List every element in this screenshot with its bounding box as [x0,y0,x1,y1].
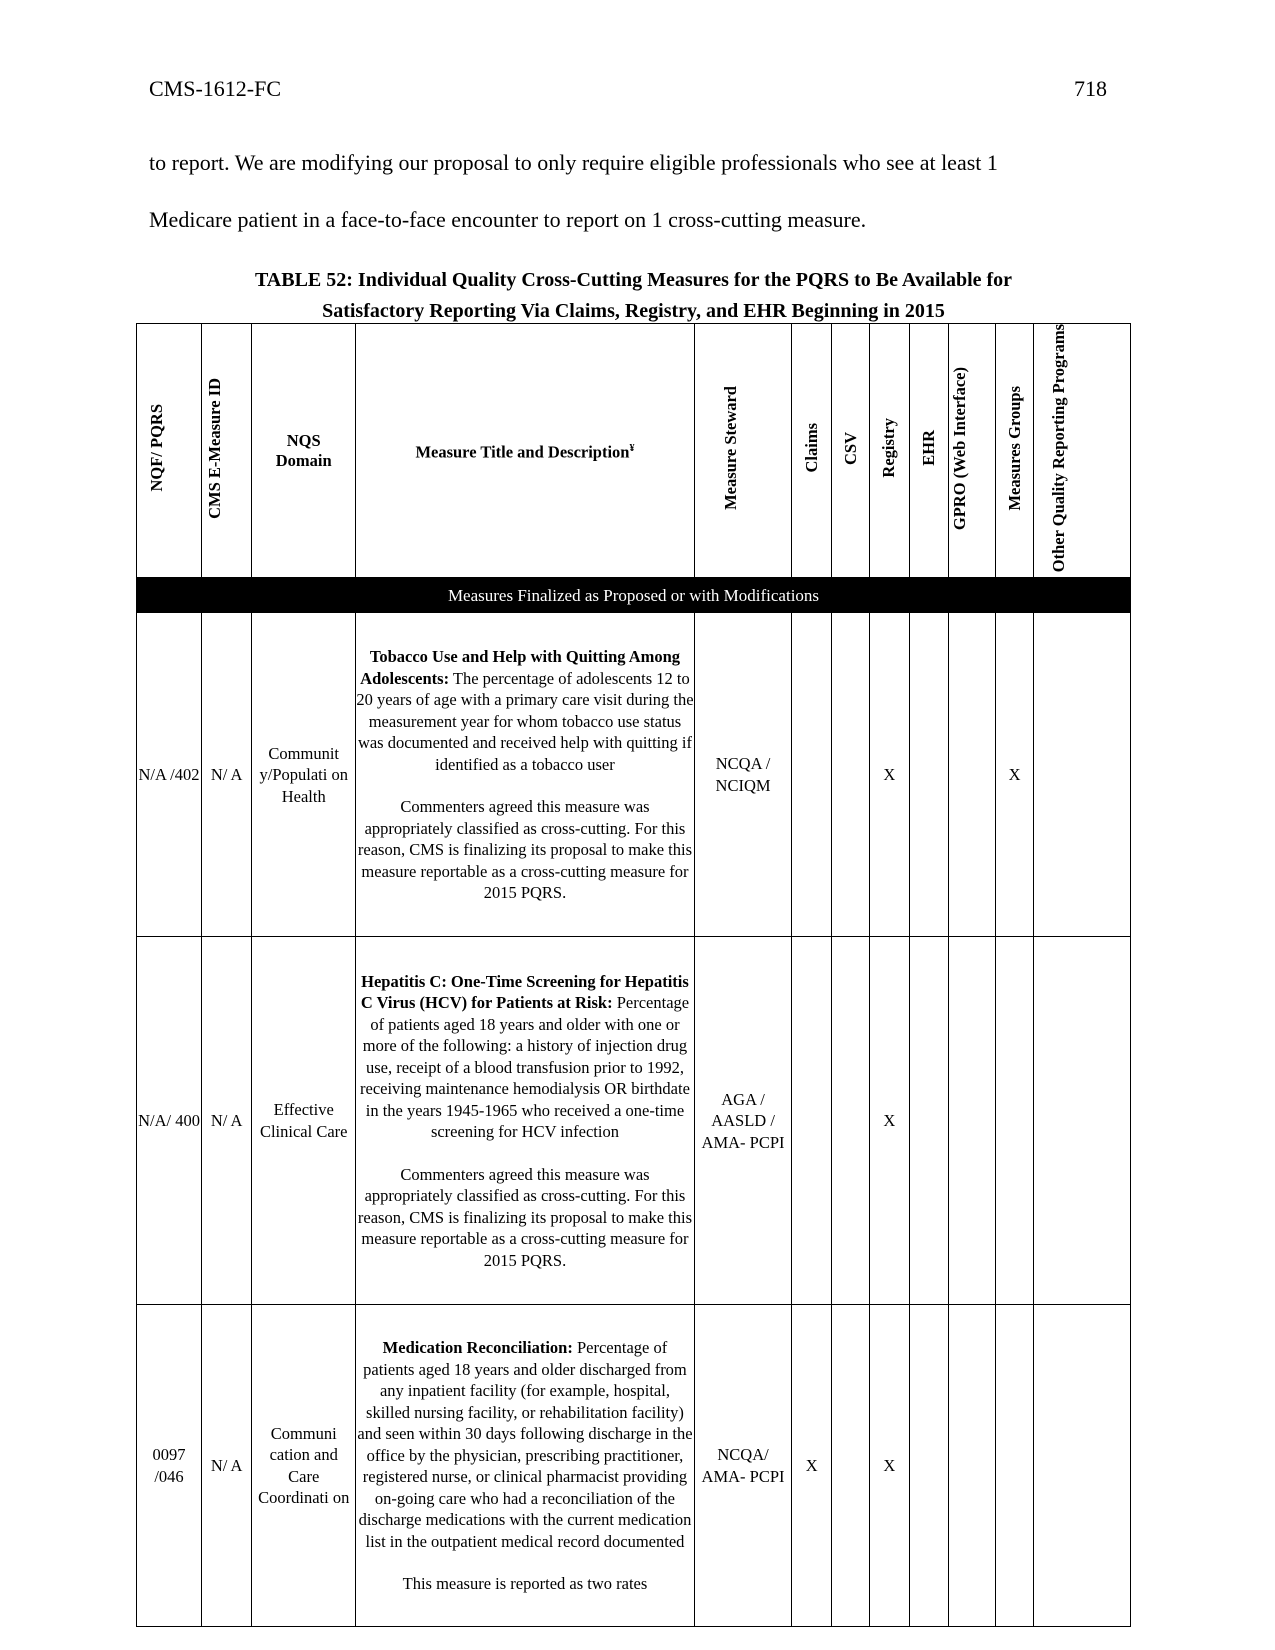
measures-table [136,323,1131,1627]
cell-csv [832,613,870,937]
cell-domain: Communit y/Populati on Health [252,613,356,937]
cell-registry: X [869,1305,909,1627]
measure-title: Medication Reconciliation: [382,1338,573,1357]
header-ehr: EHR [909,324,948,578]
cell-csv [832,937,870,1305]
measure-description: Percentage of patients aged 18 years and older with one or more of the following: a history of injection drug use, receipt of a blood transfusion prior to 1992, receiving maintenance hemodialysis OR birthdate in the years 1945-1965 who received a one-time screening for HCV infection [360,993,690,1141]
header-measures-groups: Measures Groups [995,324,1034,578]
cell-nqf: N/A/ 400 [137,937,202,1305]
cell-cms: N/ A [202,1305,252,1627]
header-registry: Registry [869,324,909,578]
cell-domain: Communi cation and Care Coordinati on [252,1305,356,1627]
cell-ehr [909,1305,948,1627]
table-row [137,937,1131,1305]
cell-registry: X [869,613,909,937]
table-row [137,1305,1131,1627]
header-nqs-domain: NQS Domain [252,324,356,578]
header-other-programs: Other Quality Reporting Programs [1034,324,1131,578]
measure-description: The percentage of adolescents 12 to 20 years of age with a primary care visit during the measurement year for whom tobacco use status was documented and received help with quitting if identified as a tobacco user [356,668,694,774]
cell-claims [792,937,832,1305]
cell-other [1034,613,1131,937]
page-number: 718 [1074,76,1107,101]
cell-cms: N/ A [202,937,252,1305]
cell-claims: X [792,1305,832,1627]
table-title-line-2: Satisfactory Reporting Via Claims, Registry, and EHR Beginning in 2015 [322,300,945,322]
cell-measures-groups [995,937,1034,1305]
header-measure-steward: Measure Steward [694,324,792,578]
cell-nqf: N/A /402 [137,613,202,937]
cell-ehr [909,937,948,1305]
measure-comment: This measure is reported as two rates [402,1574,648,1593]
cell-registry: X [869,937,909,1305]
cell-gpro [948,937,995,1305]
table-header-row [137,324,1131,578]
cell-nqf: 0097 /046 [137,1305,202,1627]
cell-claims [792,613,832,937]
cell-measures-groups [995,1305,1034,1627]
cell-other [1034,1305,1131,1627]
section-header-row [137,578,1131,613]
header-csv: CSV [832,324,870,578]
cell-description [356,1305,695,1627]
document-id: CMS-1612-FC [149,76,282,101]
cell-gpro [948,1305,995,1627]
cell-steward: AGA / AASLD / AMA- PCPI [694,937,792,1305]
intro-line-2: Medicare patient in a face-to-face encounter to report on 1 cross-cutting measure. [149,207,867,232]
cell-csv [832,1305,870,1627]
header-footnote-mark: ¥ [629,442,635,454]
cell-domain: Effective Clinical Care [252,937,356,1305]
intro-line-1: to report. We are modifying our proposal to only require eligible professionals who see at least 1 [149,150,998,175]
section-label: Measures Finalized as Proposed or with Modifications [137,578,1131,613]
header-measure-title: Measure Title and Description¥ [356,324,695,578]
cell-ehr [909,613,948,937]
header-gpro: GPRO (Web Interface) [948,324,995,578]
table-title-line-1: TABLE 52: Individual Quality Cross-Cutting Measures for the PQRS to Be Available for [254,269,1013,291]
measure-comment: Commenters agreed this measure was appropriately classified as cross-cutting. For this reason, CMS is finalizing its proposal to make this measure reportable as a cross-cutting measure for 2015 PQRS. [357,797,692,902]
measure-comment: Commenters agreed this measure was appropriately classified as cross-cutting. For this reason, CMS is finalizing its proposal to make this measure reportable as a cross-cutting measure for 2015 PQRS. [357,1164,692,1270]
header-claims: Claims [792,324,832,578]
header-nqf-pqrs: NQF/ PQRS [137,324,202,578]
table-title [136,265,1131,327]
table-row [137,613,1131,937]
cell-description [356,613,695,937]
cell-other [1034,937,1131,1305]
cell-gpro [948,613,995,937]
header-cms-emeasure-id: CMS E-Measure ID [202,324,252,578]
measure-title: Tobacco Use and Help with Quitting Among Adolescents: [360,647,681,688]
cell-measures-groups: X [995,613,1034,937]
measure-description: Percentage of patients aged 18 years and older discharged from any inpatient facility (for example, hospital, skilled nursing facility, or rehabilitation facility) and seen within 30 days following discharge in the office by the physician, prescribing practitioner, registered nurse, or clinical pharmacist providing on-going care who had a reconciliation of the discharge medications with the current medication list in the outpatient medical record documented [357,1338,693,1551]
cell-description [356,937,695,1305]
cell-steward: NCQA/ AMA- PCPI [694,1305,792,1627]
cell-cms: N/ A [202,613,252,937]
measure-title: Hepatitis C: One-Time Screening for Hepatitis C Virus (HCV) for Patients at Risk: [360,971,689,1012]
cell-steward: NCQA / NCIQM [694,613,792,937]
